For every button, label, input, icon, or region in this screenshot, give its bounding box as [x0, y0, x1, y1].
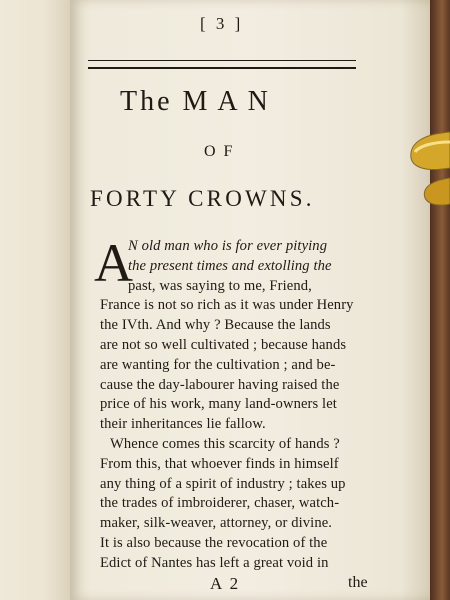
body-line-15: maker, silk-weaver, attorney, or divine.: [100, 515, 333, 532]
title-the: The: [120, 86, 173, 117]
body-line-16: It is also because the revocation of the: [100, 535, 328, 551]
book-page: [70, 0, 430, 600]
body-line-17: Edict of Nantes has left a great void in: [100, 554, 329, 571]
body-line-13: any thing of a spirit of industry ; takes up: [100, 475, 346, 492]
body-line-2: the present times and extolling the: [128, 257, 332, 274]
body-line-10: their inheritances lie fallow.: [100, 416, 266, 433]
drop-cap: A: [94, 233, 133, 293]
facing-left-page: [0, 0, 75, 600]
body-line-7: are wanting for the cultivation ; and be-: [100, 356, 336, 373]
page-number: [ 3 ]: [200, 14, 244, 33]
header-rule-thin: [88, 60, 356, 61]
brass-clasp: [405, 128, 450, 208]
body-line-11: Whence comes this scarcity of hands ?: [110, 436, 340, 452]
body-line-5: the IVth. And why ? Because the lands: [100, 317, 331, 334]
body-line-1: N old man who is for ever pitying: [128, 238, 328, 254]
title-line-2: OF: [204, 143, 241, 160]
book-cover-edge: [430, 0, 450, 600]
body-line-3: past, was saying to me, Friend,: [128, 277, 312, 294]
body-line-9: price of his work, many land-owners let: [100, 396, 337, 413]
title-line-1: [120, 86, 278, 118]
title-man: MAN: [182, 86, 278, 117]
body-line-12: From this, that whoever finds in himself: [100, 455, 339, 472]
body-line-6: are not so well cultivated ; because hands: [100, 337, 347, 353]
title-line-3: FORTY CROWNS.: [90, 186, 315, 211]
header-rule-thick: [88, 67, 356, 69]
catchword: the: [348, 574, 368, 591]
body-line-4: France is not so rich as it was under Henry: [100, 297, 354, 314]
body-line-8: cause the day-labourer having raised the: [100, 376, 340, 393]
signature-mark: A 2: [210, 574, 241, 593]
body-line-14: the trades of imbroiderer, chaser, watch-: [100, 495, 340, 512]
